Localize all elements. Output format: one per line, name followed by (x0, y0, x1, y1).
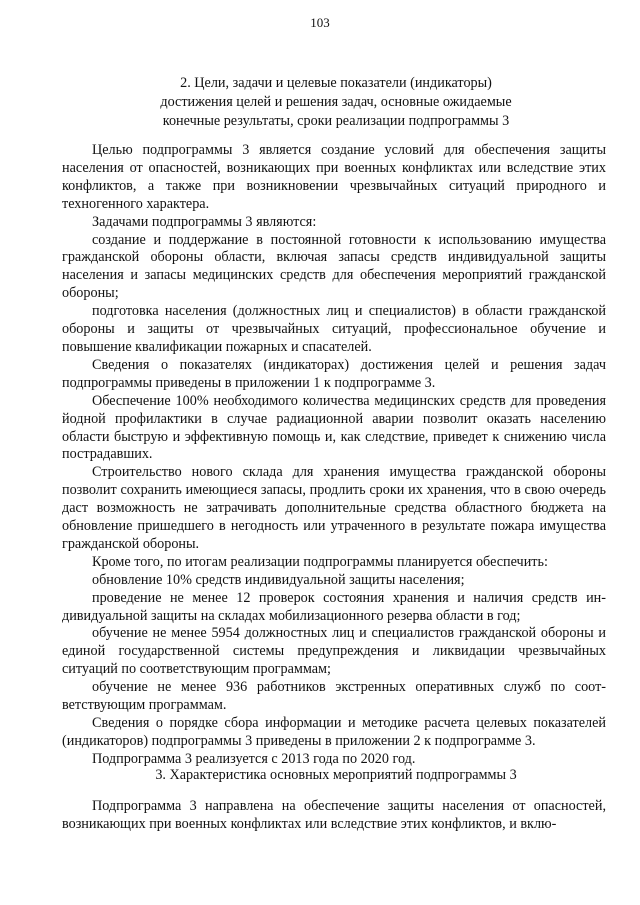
paragraph-expected-renewal: обновление 10% средств индивидуальной защиты населения; (92, 571, 465, 588)
paragraph-tasks-intro: Задачами подпрограммы 3 являются: (92, 213, 317, 230)
section-3-body (62, 798, 606, 834)
paragraph-expected-intro: Кроме того, по итогам реализации подпрограммы планируется обеспечить: (92, 553, 548, 570)
paragraph-period: Подпрограмма 3 реализуется с 2013 года по 2020 год. (92, 750, 416, 767)
section-2-heading (60, 74, 612, 131)
section-2-heading-line: конечные результаты, сроки реализации подпрограммы 3 (162, 113, 510, 129)
section-2-body (62, 142, 606, 769)
paragraph-goal: Целью подпрограммы 3 является создание условий для обеспечения защиты населения от опасностей, возникающих при военных конфликтах или вследствие этих конфликтов, а также при возникновении чрезвычайных ситуаций природного и техногенного характера. (62, 142, 606, 212)
paragraph-section-3-intro: Подпрограмма 3 направлена на обеспечение защиты населения от опасностей, возникающих при военных конфликтах или вследствие этих конфликтов, и вклю- (62, 798, 606, 832)
paragraph-methodology: Сведения о порядке сбора информации и методике расчета целевых показателей (индикаторов) подпрограммы 3 приведены в приложении 2 к подпрограмме 3. (62, 715, 606, 749)
section-3-heading: 3. Характеристика основных мероприятий подпрограммы 3 (155, 767, 517, 783)
paragraph-warehouse: Строительство нового склада для хранения имущества гражданской обороны позволит сохранить имеющиеся запасы, продлить сроки их хранения, что в свою очередь даст возможность не затрачивать дополнительные средства областного бюджета на обновление пришедшего в негодность или утраченного в результате пожара имущества гражданской обороны. (62, 464, 606, 552)
page-number: 103 (310, 15, 330, 30)
paragraph-task-readiness: создание и поддержание в постоянной готовности к использованию имущества гражданской обороны области, включая запасы средств индивидуальной защиты населения и запасы медицинских средств для обеспечения мероприятий гражданской обороны; (62, 231, 606, 302)
paragraph-expected-inspections: проведение не менее 12 проверок состояния хранения и наличия средств индивидуальной защиты на складах мобилизационного резерва области в год; (62, 589, 606, 624)
paragraph-task-training: подготовка населения (должностных лиц и специалистов) в области гражданской обороны и защиты от чрезвычайных ситуаций, профессиональное обучение и повышение квалификации пожарных и спасателей. (62, 303, 606, 355)
paragraph-iodine: Обеспечение 100% необходимого количества медицинских средств для проведения йодной профилактики в случае радиационной аварии позволит оказать населению области быструю и эффективную помощь и, как следствие, приведет к снижению числа пострадавших. (62, 392, 606, 463)
paragraph-indicators: Сведения о показателях (индикаторах) достижения целей и решения задач подпрограммы приведены в приложении 1 к подпрограмме 3. (62, 356, 606, 391)
paragraph-expected-officials: обучение не менее 5954 должностных лиц и специалистов гражданской обороны и единой государственной системы предупреждения и ликвидации чрезвычайных ситуаций по соответствующим программам; (62, 625, 606, 678)
section-2-heading-line: достижения целей и решения задач, основные ожидаемые (160, 94, 512, 110)
paragraph-expected-services: обучение не менее 936 работников экстренных оперативных служб по соответствующим программам. (62, 679, 606, 714)
section-2-heading-line: 2. Цели, задачи и целевые показатели (индикаторы) (180, 75, 492, 91)
